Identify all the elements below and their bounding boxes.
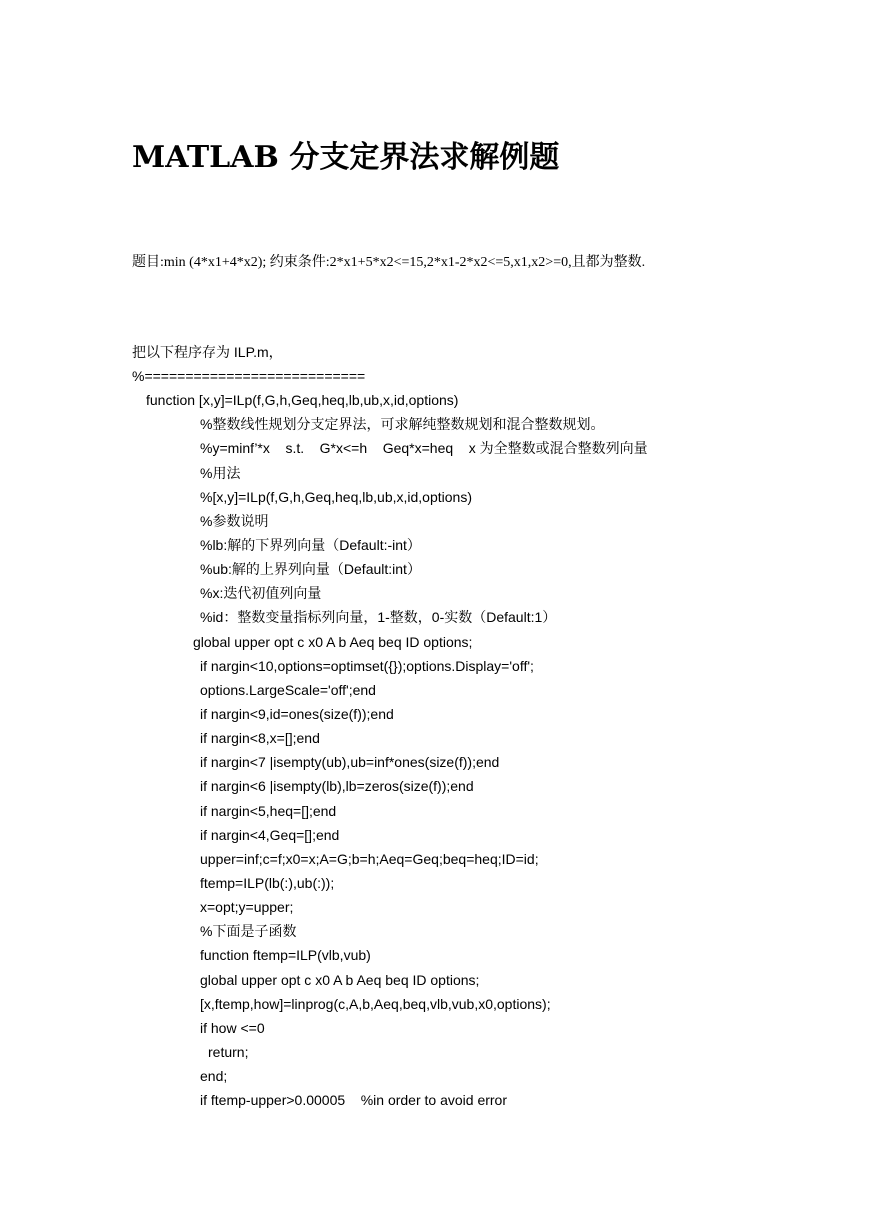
code-line: end; xyxy=(200,1068,228,1085)
code-line: %[x,y]=ILp(f,G,h,Geq,heq,lb,ub,x,id,options) xyxy=(200,488,472,505)
code-line: ftemp=ILP(lb(:),ub(:)); xyxy=(200,874,335,891)
code-line: %lb:解的下界列向量（Default:-int） xyxy=(200,536,421,553)
code-line: if nargin<7 |isempty(ub),ub=inf*ones(size(f));end xyxy=(200,754,500,771)
code-line: function ftemp=ILP(vlb,vub) xyxy=(200,947,371,964)
code-line: %整数线性规划分支定界法，可求解纯整数规划和混合整数规划。 xyxy=(200,416,605,433)
code-line: %ub:解的上界列向量（Default:int） xyxy=(200,561,421,578)
code-line: if nargin<8,x=[];end xyxy=(200,730,320,747)
code-line: return; xyxy=(208,1043,249,1060)
code-line: global upper opt c x0 A b Aeq beq ID options; xyxy=(193,633,473,650)
code-line: %=========================== xyxy=(132,368,366,384)
code-line: %id：整数变量指标列向量，1-整数，0-实数（Default:1） xyxy=(200,609,557,626)
code-line: options.LargeScale='off';end xyxy=(200,681,376,698)
code-line: if nargin<10,options=optimset({});options.Display='off'; xyxy=(200,657,534,674)
code-line: global upper opt c x0 A b Aeq beq ID options; xyxy=(200,971,480,988)
code-line: function [x,y]=ILp(f,G,h,Geq,heq,lb,ub,x,id,options) xyxy=(146,392,459,409)
code-line: if nargin<6 |isempty(lb),lb=zeros(size(f));end xyxy=(200,778,474,795)
problem-statement: 题目:min (4*x1+4*x2); 约束条件:2*x1+5*x2<=15,2*x1-2*x2<=5,x1,x2>=0,且都为整数. xyxy=(132,255,646,270)
document-title: MATLAB 分支定界法求解例题 xyxy=(132,140,560,175)
code-line: %用法 xyxy=(200,464,241,481)
code-line: if nargin<4,Geq=[];end xyxy=(200,826,340,843)
code-line: %x:迭代初值列向量 xyxy=(200,585,322,602)
code-line: if nargin<9,id=ones(size(f));end xyxy=(200,705,394,722)
code-line: if ftemp-upper>0.00005 %in order to avoid error xyxy=(200,1092,508,1109)
code-line: if nargin<5,heq=[];end xyxy=(200,802,337,819)
code-line: [x,ftemp,how]=linprog(c,A,b,Aeq,beq,vlb,vub,x0,options); xyxy=(200,995,551,1012)
intro-text: 把以下程序存为 ILP.m， xyxy=(132,344,283,360)
code-line: %y=minf’*x s.t. G*x<=h Geq*x=heq x 为全整数或混合整数列向量 xyxy=(200,440,648,457)
code-line: %下面是子函数 xyxy=(200,923,297,940)
code-listing xyxy=(0,366,648,1114)
code-line: upper=inf;c=f;x0=x;A=G;b=h;Aeq=Geq;beq=heq;ID=id; xyxy=(200,850,539,867)
code-line: x=opt;y=upper; xyxy=(200,899,294,916)
code-line: %参数说明 xyxy=(200,512,269,529)
code-line: if how <=0 xyxy=(200,1019,265,1036)
